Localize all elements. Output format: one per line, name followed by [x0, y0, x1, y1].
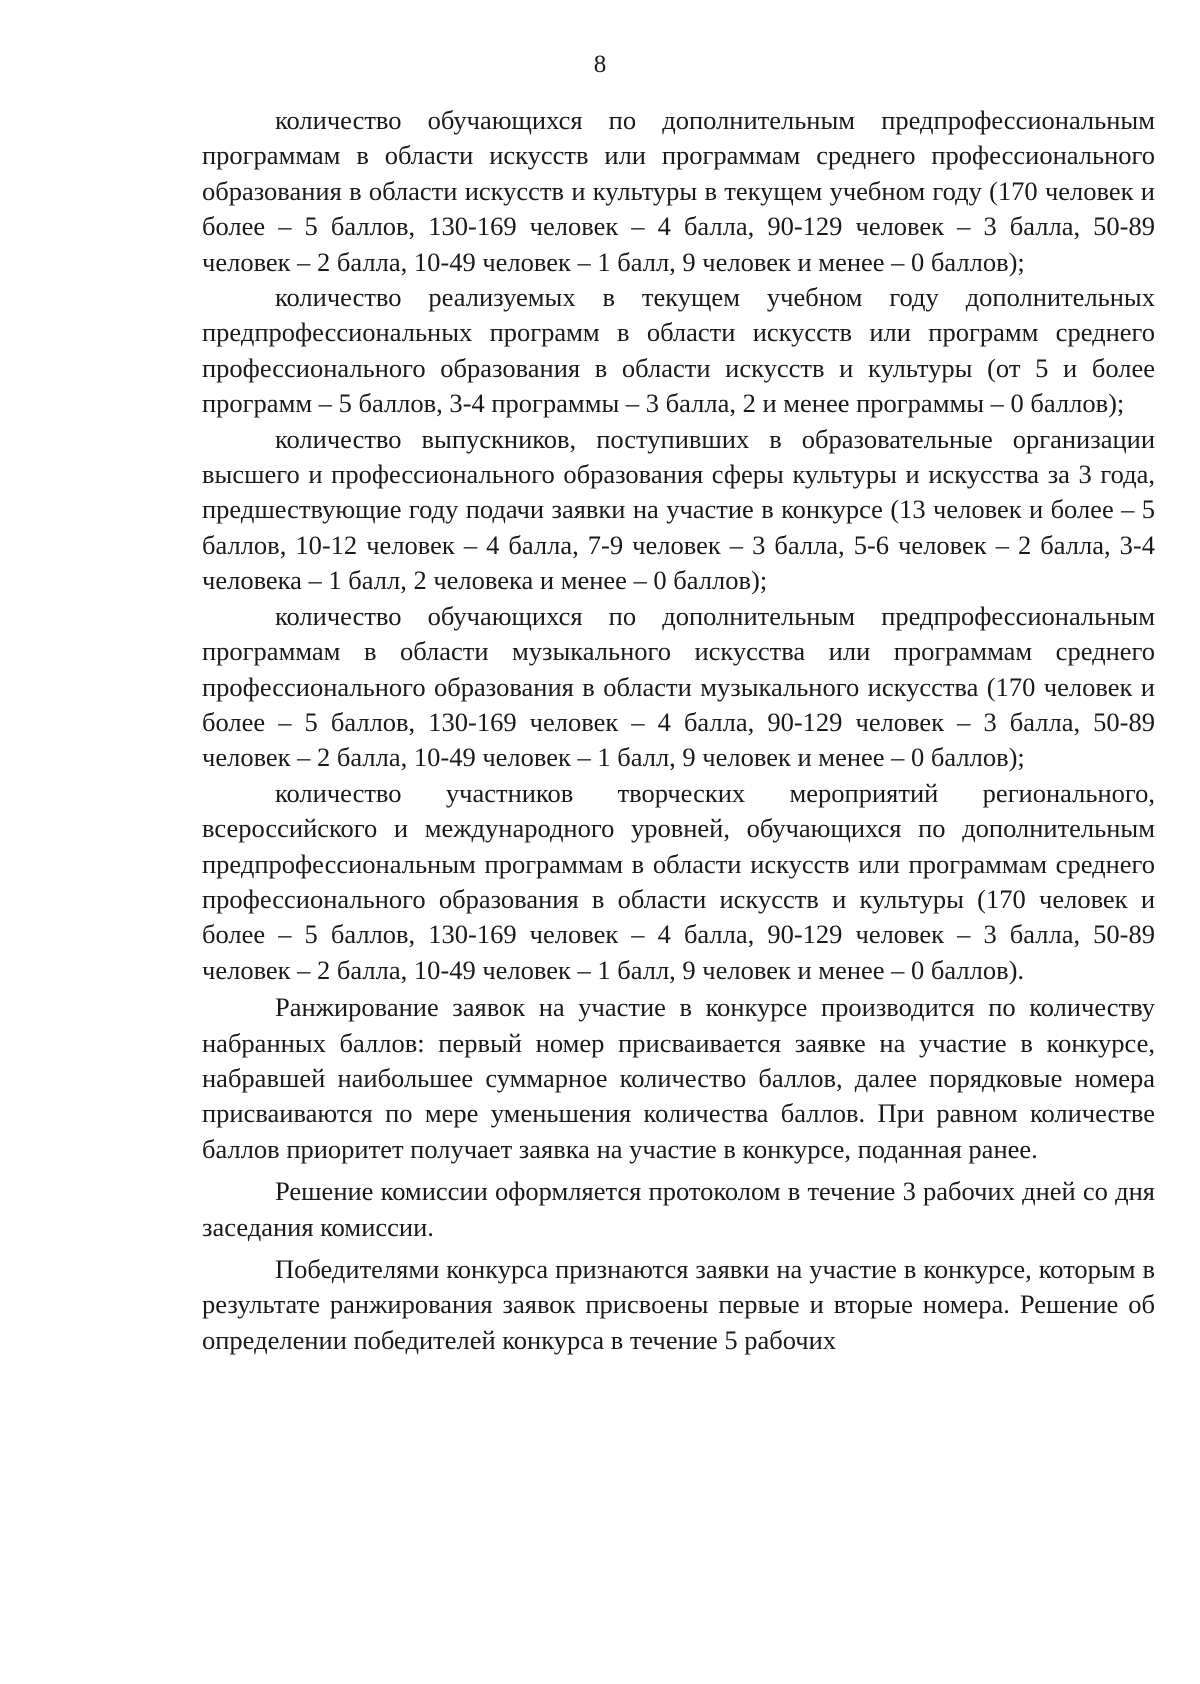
criterion-graduates-count: количество выпускников, поступивших в образовательные организации высшего и профессионального образования сферы культуры и искусства за 3 года, предшествующие году подачи заявки на участие в конкурсе (13 человек и более – 5 баллов, 10-12 человек – 4 балла, 7-9 человек – 3 балла, 5-6 человек – 2 балла, 3-4 человека – 1 балл, 2 человека и менее – 0 баллов); [202, 423, 1155, 596]
criterion-event-participants-count: количество участников творческих мероприятий регионального, всероссийского и международного уровней, обучающихся по дополнительным предпрофессиональным программам в области искусств или программам среднего профессионального образования в области искусств и культуры (170 человек и более – 5 баллов, 130-169 человек – 4 балла, 90-129 человек – 3 балла, 50-89 человек – 2 балла, 10-49 человек – 1 балл, 9 человек и менее – 0 баллов). [202, 777, 1155, 985]
criterion-students-count: количество обучающихся по дополнительным предпрофессиональным программам в области искусств или программам среднего профессионального образования в области искусств и культуры в текущем учебном году (170 человек и более – 5 баллов, 130-169 человек – 4 балла, 90-129 человек – 3 балла, 50-89 человек – 2 балла, 10-49 человек – 1 балл, 9 человек и менее – 0 баллов); [202, 105, 1155, 277]
ranking-paragraph: Ранжирование заявок на участие в конкурсе производится по количеству набранных баллов: первый номер присваивается заявке на участие в конкурсе, набравшей наибольшее суммарное количество баллов, далее порядковые номера присваиваются по мере уменьшения количества баллов. При равном количестве баллов приоритет получает заявка на участие в конкурсе, поданная ранее. [202, 992, 1155, 1164]
document-body [202, 103, 1155, 1358]
commission-decision-paragraph: Решение комиссии оформляется протоколом в течение 3 рабочих дней со дня заседания комиссии. [202, 1176, 1155, 1242]
criterion-music-students-count: количество обучающихся по дополнительным предпрофессиональным программам в области музыкального искусства или программам среднего профессионального образования в области музыкального искусства (170 человек и более – 5 баллов, 130-169 человек – 4 балла, 90-129 человек – 3 балла, 50-89 человек – 2 балла, 10-49 человек – 1 балл, 9 человек и менее – 0 баллов); [202, 600, 1155, 773]
winners-paragraph: Победителями конкурса признаются заявки на участие в конкурсе, которым в результате ранжирования заявок присвоены первые и вторые номера. Решение об определении победителей конкурса в течение 5 рабочих [202, 1254, 1155, 1355]
page-number: 8 [593, 51, 607, 78]
criterion-programs-count: количество реализуемых в текущем учебном году дополнительных предпрофессиональных программ в области искусств или программ среднего профессионального образования в области искусств и культуры (от 5 и более программ – 5 баллов, 3-4 программы – 3 балла, 2 и менее программы – 0 баллов); [202, 282, 1155, 419]
